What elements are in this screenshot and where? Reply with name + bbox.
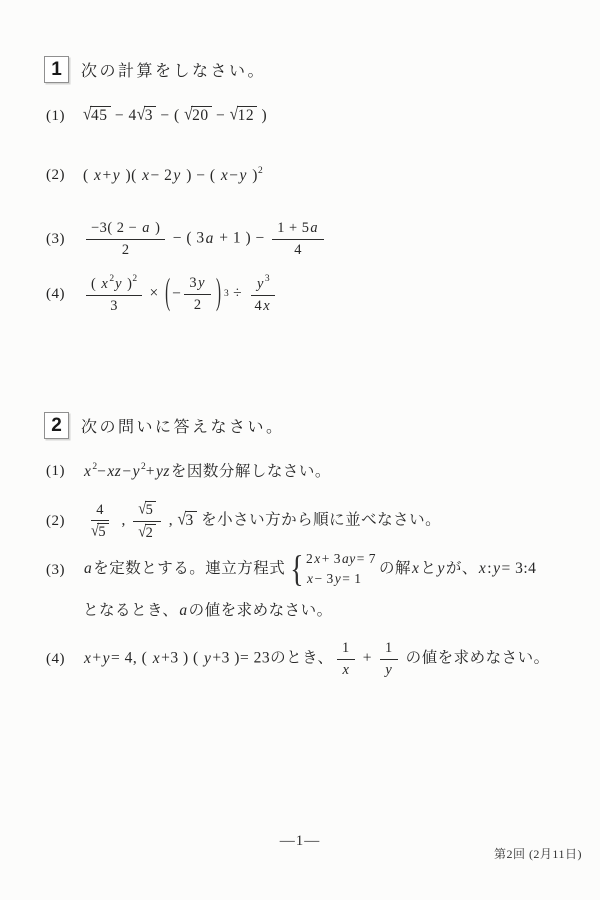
math-sqrt-content xyxy=(237,106,258,125)
radical-icon: √ xyxy=(138,500,147,518)
math-variable: x xyxy=(412,559,420,577)
math-text: = 1 xyxy=(342,571,362,587)
math-variable: ay xyxy=(342,551,356,566)
problem-2-3 xyxy=(46,549,536,621)
footer-exam-note: 第2回 (2月11日) xyxy=(493,847,582,861)
math-variable: yz xyxy=(155,463,170,480)
radical-icon: √ xyxy=(229,104,239,124)
math-text: 2 xyxy=(121,241,130,258)
math-variable: x xyxy=(101,276,109,292)
math-text: − 2 xyxy=(150,167,173,184)
math-equation-system xyxy=(288,549,376,590)
math-numerator xyxy=(91,502,109,522)
math-text: + xyxy=(92,649,102,667)
radical-icon: √ xyxy=(177,509,187,529)
math-text: となるとき、 xyxy=(83,601,179,619)
problem-content xyxy=(83,106,267,126)
math-text: ( xyxy=(83,167,94,184)
math-variable: y xyxy=(102,649,111,667)
math-text: −3( 2 − xyxy=(91,220,142,236)
math-superscript: 2 xyxy=(257,166,263,176)
math-fraction xyxy=(86,502,114,541)
math-variable: x xyxy=(152,649,161,667)
math-text: を因数分解しなさい。 xyxy=(170,463,331,480)
math-variable: a xyxy=(84,559,93,577)
math-text: 3 xyxy=(185,511,194,529)
system-row xyxy=(306,549,376,569)
math-text: 2 xyxy=(306,551,314,566)
math-line xyxy=(83,549,536,590)
math-text: 4 xyxy=(294,241,302,258)
problem-content xyxy=(83,640,550,678)
math-text: 5 xyxy=(145,502,154,518)
math-text: が、 xyxy=(445,559,478,577)
math-variable: x xyxy=(263,297,271,314)
math-text: の値を求めなさい。 xyxy=(188,601,333,619)
page-number: —1— xyxy=(279,833,321,849)
math-fraction xyxy=(133,501,161,541)
math-text: = 4, ( xyxy=(111,649,152,667)
math-text: 1 + 5 xyxy=(277,220,310,236)
math-text: + 3 xyxy=(321,551,342,566)
math-text: の解 xyxy=(379,559,412,577)
math-denominator xyxy=(105,296,123,315)
math-text: − xyxy=(229,167,239,184)
math-text: 3 xyxy=(189,275,198,291)
math-variable: y xyxy=(198,275,205,291)
math-text: ) xyxy=(257,107,268,124)
math-text: )( xyxy=(121,167,142,184)
math-denominator xyxy=(86,521,114,541)
math-superscript: 2 xyxy=(132,274,138,284)
math-text: +3 )= 23のとき、 xyxy=(212,649,334,667)
math-superscript: 2 xyxy=(92,462,98,472)
math-text: = 7 xyxy=(356,551,377,566)
left-brace-icon: { xyxy=(290,548,304,590)
math-text: = 3:4 xyxy=(501,559,537,577)
math-sqrt-content xyxy=(191,106,212,125)
radical-icon: √ xyxy=(91,522,99,541)
math-variable: xz xyxy=(107,463,122,480)
radical-icon: √ xyxy=(83,104,92,124)
math-line xyxy=(83,165,263,186)
math-text: 3 xyxy=(144,107,154,124)
math-text: ( xyxy=(91,276,101,292)
math-text: 1 xyxy=(342,640,350,656)
section-2-number-box: 2 xyxy=(44,412,69,439)
math-numerator xyxy=(86,220,165,240)
math-text: ) xyxy=(150,220,161,236)
math-line xyxy=(83,220,327,258)
math-sqrt xyxy=(83,106,111,126)
math-numerator xyxy=(380,640,398,660)
math-variable: x xyxy=(342,661,350,678)
math-variable: x xyxy=(314,551,321,566)
math-superscript: 2 xyxy=(109,274,115,284)
math-denominator xyxy=(336,660,355,679)
math-text: 20 xyxy=(192,107,209,124)
left-paren-icon: ( xyxy=(165,272,171,313)
math-text: ÷ xyxy=(228,284,247,302)
section-1-header xyxy=(44,56,266,83)
section-2-title: 次の問いに答えなさい。 xyxy=(81,419,285,436)
math-variable: x xyxy=(84,649,92,667)
radical-icon: √ xyxy=(136,104,146,124)
section-1-title: 次の計算をしなさい。 xyxy=(81,63,267,80)
math-variable: a xyxy=(179,601,188,619)
right-paren-icon: ) xyxy=(215,272,221,313)
problem-content xyxy=(83,461,331,482)
math-text: 4 xyxy=(254,297,263,314)
math-sqrt-content xyxy=(145,524,157,542)
math-denominator xyxy=(250,296,277,315)
math-variable: y xyxy=(132,463,140,480)
math-variable: y xyxy=(204,649,212,667)
math-variable: x xyxy=(478,559,487,577)
math-text: +3 ) ( xyxy=(161,649,204,667)
math-fraction xyxy=(86,220,165,258)
problem-2-1 xyxy=(46,461,331,482)
math-text: − xyxy=(172,285,182,302)
math-text: − ( 3 xyxy=(168,229,205,247)
problem-1-1 xyxy=(46,106,267,126)
problem-content xyxy=(83,274,279,314)
problem-content xyxy=(83,220,327,258)
math-sqrt xyxy=(138,501,156,519)
math-text: 2 xyxy=(145,524,154,541)
math-variable: y xyxy=(115,276,122,292)
math-text: の値を求めなさい。 xyxy=(401,649,550,667)
math-text: ) xyxy=(247,167,258,184)
math-variable: x xyxy=(84,463,92,480)
math-text: : xyxy=(487,559,493,577)
math-fraction xyxy=(184,275,211,313)
problem-label: (4) xyxy=(46,285,65,302)
math-text: − ( xyxy=(156,107,185,124)
math-text: − xyxy=(97,463,107,480)
math-sqrt xyxy=(230,106,258,126)
problem-2-4 xyxy=(46,640,550,678)
math-group-content xyxy=(172,275,214,313)
problem-1-2 xyxy=(46,165,263,186)
math-denominator xyxy=(289,240,307,259)
radical-icon: √ xyxy=(184,104,193,124)
math-text: , xyxy=(164,511,178,529)
math-text: 3 xyxy=(110,297,118,314)
math-text: − xyxy=(122,463,132,480)
problem-label: (2) xyxy=(46,167,65,184)
math-fraction xyxy=(336,640,355,678)
math-text: 45 xyxy=(91,107,108,124)
math-text: + xyxy=(358,649,377,667)
problem-label: (2) xyxy=(46,512,65,529)
math-superscript: 2 xyxy=(140,462,146,472)
math-text: − xyxy=(211,107,230,124)
math-numerator xyxy=(184,275,211,295)
math-variable: y xyxy=(493,559,501,577)
math-text: 2 xyxy=(193,296,202,313)
math-text: 4 xyxy=(96,501,104,518)
problem-content xyxy=(83,165,263,186)
math-sqrt-content xyxy=(97,523,109,541)
math-line xyxy=(83,461,331,482)
math-text: − 4 xyxy=(110,107,137,124)
math-text: ) xyxy=(122,276,133,292)
math-text: 12 xyxy=(237,107,255,124)
section-1-number-box: 1 xyxy=(44,56,69,83)
system-rows xyxy=(306,549,376,590)
problem-content xyxy=(83,549,536,621)
problem-label: (3) xyxy=(46,230,65,247)
math-text: ) − ( xyxy=(181,167,220,184)
math-text: を定数とする。連立方程式 xyxy=(93,559,286,577)
math-variable: x xyxy=(307,571,314,587)
math-variable: a xyxy=(310,220,319,236)
math-variable: y xyxy=(173,167,181,184)
radical-icon: √ xyxy=(138,522,147,541)
math-sqrt-content xyxy=(145,501,157,519)
math-sqrt xyxy=(184,106,212,126)
math-variable: x xyxy=(94,167,102,184)
problem-label: (4) xyxy=(46,650,65,667)
math-variable: y xyxy=(385,661,393,678)
math-line xyxy=(83,106,267,126)
math-sqrt xyxy=(91,523,109,541)
math-text: + 1 ) − xyxy=(214,229,270,247)
math-fraction xyxy=(272,220,324,258)
math-text: − 3 xyxy=(314,571,334,587)
math-variable: x xyxy=(220,167,229,184)
problem-content xyxy=(83,501,441,541)
math-line xyxy=(83,501,441,541)
math-group-exponent: 3 xyxy=(223,288,229,299)
math-variable: a xyxy=(205,229,214,247)
math-denominator xyxy=(379,660,398,679)
problem-label: (1) xyxy=(46,463,65,480)
math-variable: y xyxy=(112,167,121,184)
math-paren-group xyxy=(163,272,229,313)
math-text: + xyxy=(102,167,112,184)
problem-label: (1) xyxy=(46,107,65,124)
problem-1-3 xyxy=(46,220,327,258)
math-numerator xyxy=(272,220,324,240)
math-variable: y xyxy=(334,571,342,587)
math-text: × xyxy=(145,284,164,302)
math-text: , xyxy=(117,511,131,529)
math-line xyxy=(83,640,550,678)
math-fraction xyxy=(250,274,277,314)
math-variable: x xyxy=(142,167,150,184)
math-sqrt xyxy=(178,511,197,531)
math-numerator xyxy=(86,274,142,296)
math-text: 1 xyxy=(384,640,393,656)
math-fraction xyxy=(86,274,142,314)
math-numerator xyxy=(251,274,275,296)
math-fraction xyxy=(379,640,398,678)
math-text: と xyxy=(420,559,437,577)
problem-1-4 xyxy=(46,274,279,314)
system-row xyxy=(306,569,376,589)
math-variable: y xyxy=(437,559,445,577)
math-sqrt-content xyxy=(90,106,111,125)
math-variable: y xyxy=(239,167,247,184)
math-variable: y xyxy=(256,276,264,292)
math-line xyxy=(83,274,279,314)
math-line xyxy=(83,601,536,621)
math-numerator xyxy=(133,501,161,522)
math-denominator xyxy=(133,522,161,542)
problem-label: (3) xyxy=(46,562,65,578)
math-denominator xyxy=(189,295,207,314)
math-sqrt xyxy=(137,106,156,126)
math-text: + xyxy=(145,463,155,480)
problem-2-2 xyxy=(46,501,441,541)
section-2-header xyxy=(44,412,285,439)
math-text: を小さい方から順に並べなさい。 xyxy=(196,511,442,529)
math-denominator xyxy=(117,240,135,259)
math-sqrt xyxy=(138,524,156,542)
math-variable: a xyxy=(142,220,150,236)
math-text: 5 xyxy=(98,524,107,541)
math-numerator xyxy=(337,640,355,660)
math-superscript: 3 xyxy=(264,274,270,284)
